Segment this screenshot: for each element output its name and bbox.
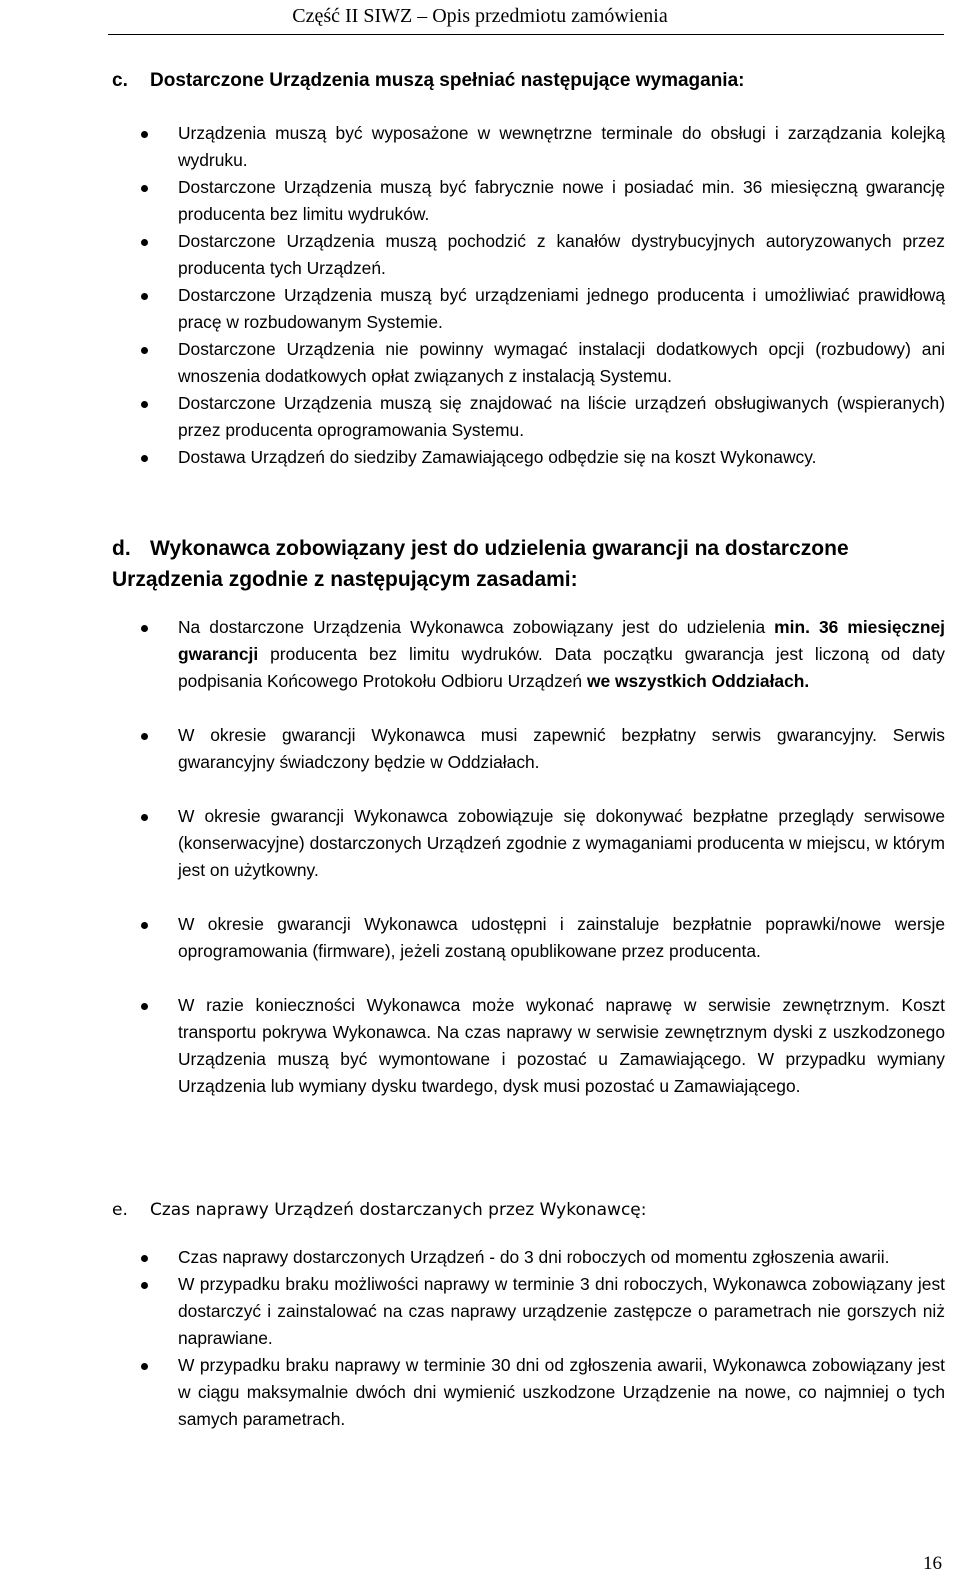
section-e-heading	[112, 1196, 646, 1224]
list-item: W okresie gwarancji Wykonawca musi zapewnić bezpłatny serwis gwarancyjny. Serwis gwarancyjny świadczony będzie w Oddziałach.	[140, 722, 945, 776]
list-item: Dostawa Urządzeń do siedziby Zamawiającego odbędzie się na koszt Wykonawcy.	[140, 444, 945, 471]
list-item	[140, 614, 945, 695]
list-item: Urządzenia muszą być wyposażone w wewnętrzne terminale do obsługi i zarządzania kolejką wydruku.	[140, 120, 945, 174]
item-bold-text: min. 36 miesięcznej gwarancji	[178, 617, 945, 664]
section-d-heading	[112, 533, 960, 595]
section-c-title: Dostarczone Urządzenia muszą spełniać następujące wymagania:	[150, 70, 745, 91]
list-item: Dostarczone Urządzenia muszą się znajdować na liście urządzeń obsługiwanych (wspieranych) przez producenta oprogramowania Systemu.	[140, 390, 945, 444]
section-d-list	[140, 614, 945, 1127]
list-item: W razie konieczności Wykonawca może wykonać naprawę w serwisie zewnętrznym. Koszt transportu pokrywa Wykonawca. Na czas naprawy w serwisie zewnętrznym dyski z uszkodzonego Urządzenia muszą być wymontowane i pozostać u Zamawiającego. W przypadku wymiany Urządzenia lub wymiany dysku twardego, dysk musi pozostać u Zamawiającego.	[140, 992, 945, 1100]
list-item: Dostarczone Urządzenia muszą być urządzeniami jednego producenta i umożliwiać prawidłową pracę w rozbudowanym Systemie.	[140, 282, 945, 336]
list-item: W przypadku braku możliwości naprawy w terminie 3 dni roboczych, Wykonawca zobowiązany jest dostarczyć i zainstalować na czas naprawy urządzenie zastępcze o parametrach nie gorszych niż naprawiane.	[140, 1271, 945, 1352]
list-item: Dostarczone Urządzenia nie powinny wymagać instalacji dodatkowych opcji (rozbudowy) ani wnoszenia dodatkowych opłat związanych z instalacją Systemu.	[140, 336, 945, 390]
list-item: Dostarczone Urządzenia muszą pochodzić z kanałów dystrybucyjnych autoryzowanych przez producenta tych Urządzeń.	[140, 228, 945, 282]
header-title: Część II SIWZ – Opis przedmiotu zamówienia	[292, 5, 668, 27]
item-bold-text: we wszystkich Oddziałach.	[586, 671, 810, 691]
section-c-letter: c.	[112, 70, 128, 91]
section-d-letter: d.	[112, 537, 131, 560]
list-item: W okresie gwarancji Wykonawca udostępni i zainstaluje bezpłatnie poprawki/nowe wersje oprogramowania (firmware), jeżeli zostaną opublikowane przez producenta.	[140, 911, 945, 965]
list-item: Dostarczone Urządzenia muszą być fabrycznie nowe i posiadać min. 36 miesięczną gwarancję producenta bez limitu wydruków.	[140, 174, 945, 228]
header-rule	[108, 34, 944, 35]
section-c-heading	[112, 66, 744, 96]
section-e-title: Czas naprawy Urządzeń dostarczanych przez Wykonawcę:	[150, 1200, 647, 1220]
item-text: producenta bez limitu wydruków. Data początku gwarancja jest liczoną od daty podpisania Końcowego Protokołu Odbioru Urządzeń	[178, 644, 945, 691]
list-item: W okresie gwarancji Wykonawca zobowiązuje się dokonywać bezpłatne przeglądy serwisowe (konserwacyjne) dostarczonych Urządzeń zgodnie z wymaganiami producenta w miejscu, w którym jest on użytkowny.	[140, 803, 945, 884]
page-number: 16	[923, 1553, 942, 1574]
list-item: Czas naprawy dostarczonych Urządzeń - do 3 dni roboczych od momentu zgłoszenia awarii.	[140, 1244, 945, 1271]
list-item: W przypadku braku naprawy w terminie 30 dni od zgłoszenia awarii, Wykonawca zobowiązany jest w ciągu maksymalnie dwóch dni wymienić uszkodzone Urządzenie na nowe, co najmniej o tych samych parametrach.	[140, 1352, 945, 1433]
section-e-letter: e.	[112, 1200, 128, 1220]
section-d-title: Wykonawca zobowiązany jest do udzielenia gwarancji na dostarczone Urządzenia zgodnie z następującym zasadami:	[112, 537, 849, 591]
section-e-list	[140, 1244, 945, 1433]
section-c-list	[140, 120, 945, 471]
item-text: Na dostarczone Urządzenia Wykonawca zobowiązany jest do udzielenia	[178, 617, 775, 637]
